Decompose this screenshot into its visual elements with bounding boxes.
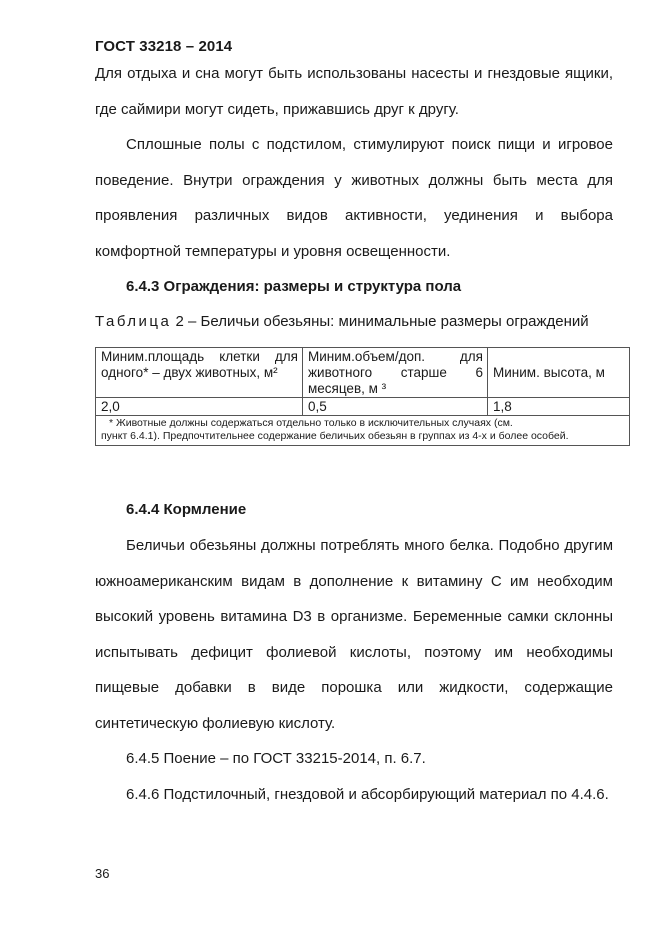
table-header-row <box>96 348 630 398</box>
table-note-row <box>96 416 630 446</box>
paragraph-floors: Сплошные полы с подстилом, стимулируют поиск пищи и игровое поведение. Внутри ограждения у животных должны быть места для проявления различных видов активности, уединения и выбора комфортной температуры и уровня освещенности. <box>95 136 613 260</box>
enclosure-size-table <box>95 347 630 446</box>
paragraph-rest-nest: Для отдыха и сна могут быть использованы насесты и гнездовые ящики, где саймири могут сидеть, прижавшись друг к другу. <box>95 65 613 118</box>
paragraph-feeding: Беличьи обезьяны должны потреблять много белка. Подобно другим южноамериканским видам в дополнение к витамину С им необходим высокий уровень витамина D3 в организме. Беременные самки склонны испытывать дефицит фолиевой кислоты, поэтому им необходимы пищевые добавки в виде порошка или жидкости, содержащие синтетическую фолиевую кислоту. <box>95 537 613 732</box>
table-cell-volume: 0,5 <box>303 398 488 416</box>
page-number: 36 <box>95 866 110 881</box>
table-caption-label: Таблица <box>95 313 172 330</box>
section-heading-enclosures: 6.4.3 Ограждения: размеры и структура пола <box>126 278 462 295</box>
table-caption-text: 2 – Беличьи обезьяны: минимальные размеры ограждений <box>171 313 589 330</box>
document-header: ГОСТ 33218 – 2014 <box>95 38 233 55</box>
table-header-cell-height: Миним. высота, м <box>488 348 630 398</box>
table-footnote-line1: * Животные должны содержаться отдельно только в исключительных случаях (см. <box>109 417 513 429</box>
paragraph-watering: 6.4.5 Поение – по ГОСТ 33215-2014, п. 6.7. <box>126 750 426 767</box>
section-heading-feeding: 6.4.4 Кормление <box>126 501 247 518</box>
paragraph-bedding: 6.4.6 Подстилочный, гнездовой и абсорбирующий материал по 4.4.6. <box>126 786 609 803</box>
table-footnote <box>96 416 630 446</box>
table-cell-height: 1,8 <box>488 398 630 416</box>
table-row <box>96 398 630 416</box>
table-cell-area: 2,0 <box>96 398 303 416</box>
table-footnote-rest: пункт 6.4.1). Предпочтительнее содержание беличьих обезьян в группах из 4-х и более особей. <box>101 430 569 442</box>
table-caption <box>95 313 615 330</box>
table-header-cell-volume: Миним.объем/доп. для животного старше 6 месяцев, м ³ <box>303 348 488 398</box>
table-header-cell-area: Миним.площадь клетки для одного* – двух животных, м² <box>96 348 303 398</box>
